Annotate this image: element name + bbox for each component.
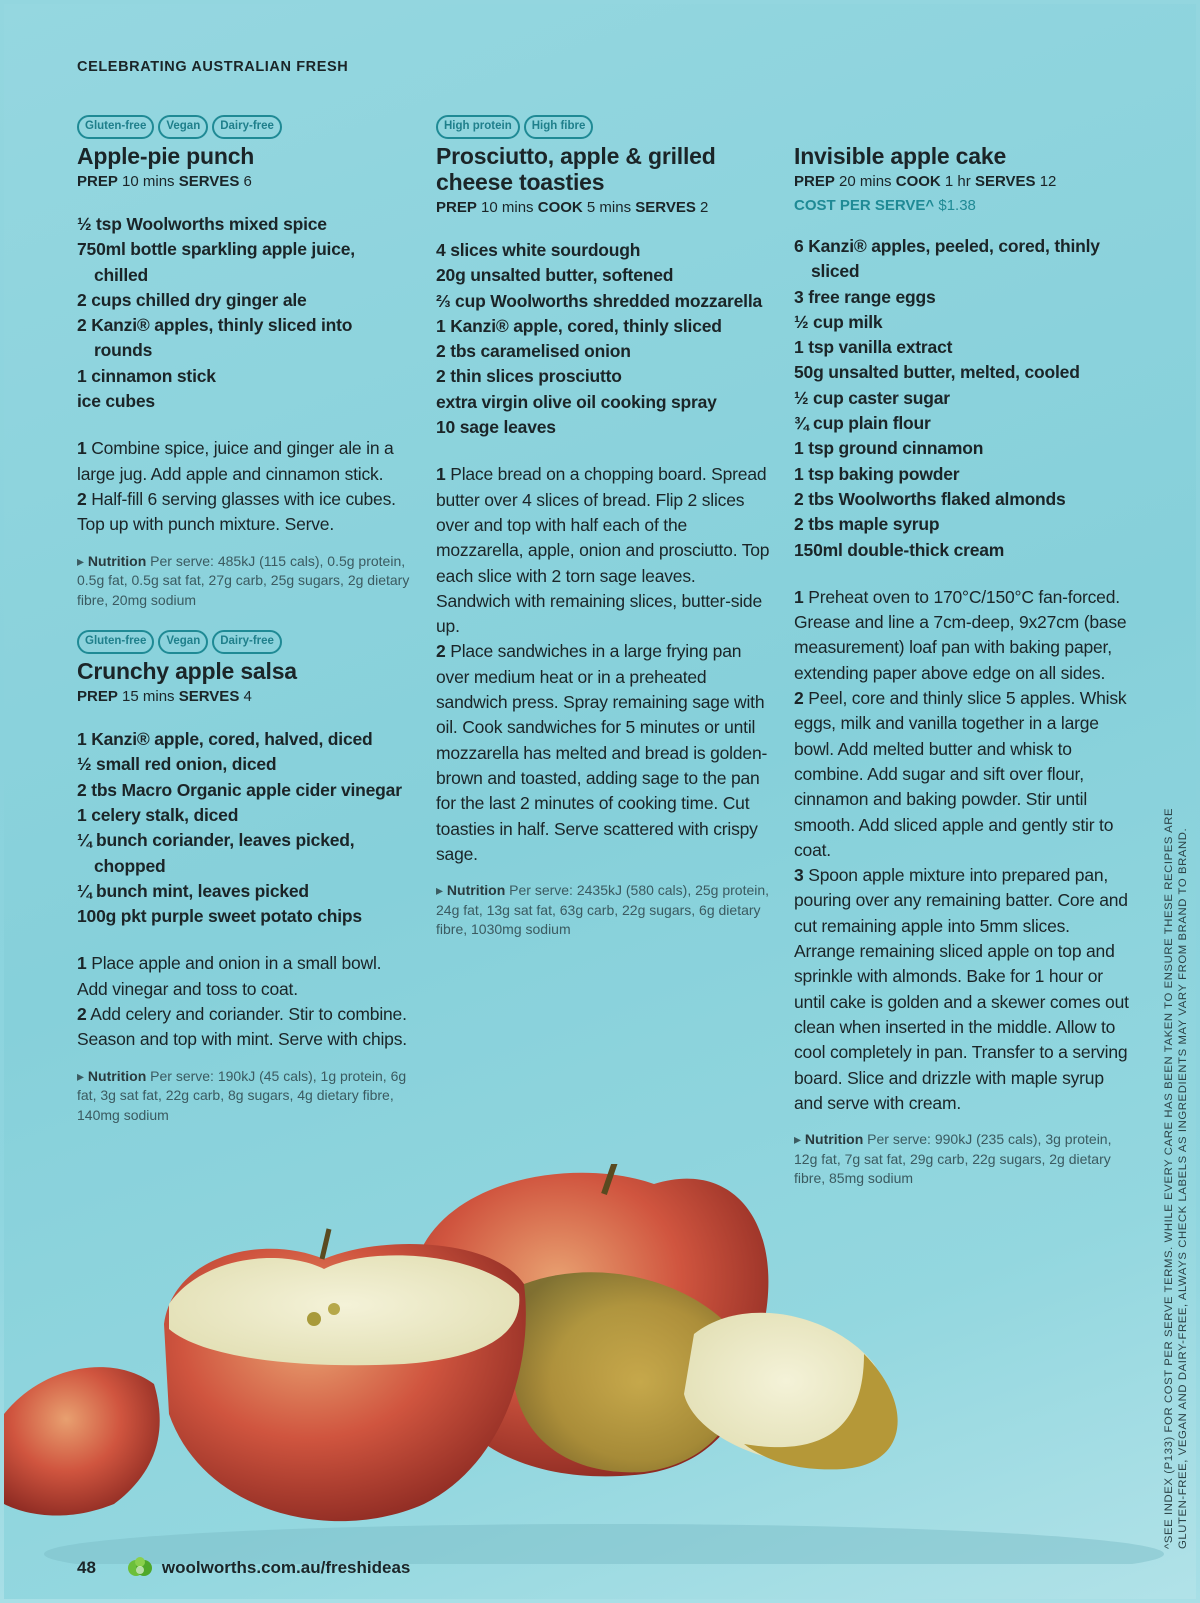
ingredient: 100g pkt purple sweet potato chips bbox=[77, 906, 362, 927]
ingredient: 50g unsalted butter, melted, cooled bbox=[794, 362, 1080, 383]
method-step: 2 Add celery and coriander. Stir to combine. Season and top with mint. Serve with chips. bbox=[77, 1004, 407, 1050]
ingredient: 1 Kanzi® apple, cored, thinly sliced bbox=[436, 315, 722, 336]
column-right bbox=[794, 143, 1129, 1189]
ingredient-list bbox=[77, 212, 412, 414]
tag-vegan: Vegan bbox=[158, 630, 208, 654]
method bbox=[77, 436, 412, 537]
page-footer bbox=[77, 1556, 410, 1580]
ingredient: 6 Kanzi® apples, peeled, cored, thinly sliced bbox=[794, 236, 1100, 282]
tag-gluten-free: Gluten-free bbox=[77, 115, 154, 139]
recipe-title: Prosciutto, apple & grilled cheese toasties bbox=[436, 143, 716, 195]
apples-photo bbox=[4, 1164, 1196, 1564]
cost-per-serve: COST PER SERVE^ $1.38 bbox=[794, 197, 976, 214]
recipe-title: Apple-pie punch bbox=[77, 143, 255, 169]
recipe-title: Crunchy apple salsa bbox=[77, 658, 297, 685]
diet-tags bbox=[436, 115, 771, 139]
triangle-bullet-icon: ▸ bbox=[794, 1131, 802, 1148]
ingredient-list bbox=[436, 238, 771, 440]
ingredient: 10 sage leaves bbox=[436, 417, 556, 438]
magazine-page bbox=[4, 4, 1196, 1599]
ingredient: ½ small red onion, diced bbox=[77, 754, 277, 775]
diet-tags bbox=[77, 630, 412, 654]
ingredient: 1 celery stalk, diced bbox=[77, 804, 239, 825]
ingredient: ¼ bunch mint, leaves picked bbox=[77, 880, 309, 901]
triangle-bullet-icon: ▸ bbox=[77, 552, 85, 569]
recipe-apple-pie-punch bbox=[77, 115, 412, 610]
ingredient: 1 Kanzi® apple, cored, halved, diced bbox=[77, 729, 373, 750]
tag-high-fibre: High fibre bbox=[524, 115, 594, 139]
tag-gluten-free: Gluten-free bbox=[77, 630, 154, 654]
method-step: 1 Combine spice, juice and ginger ale in a large jug. Add apple and cinnamon stick. bbox=[77, 438, 394, 484]
ingredient: 2 tbs Woolworths flaked almonds bbox=[794, 488, 1066, 509]
recipe-meta bbox=[77, 172, 412, 192]
ingredient: 750ml bottle sparkling apple juice, chilled bbox=[77, 239, 355, 285]
tag-dairy-free: Dairy-free bbox=[212, 115, 282, 139]
method-step: 2 Half-fill 6 serving glasses with ice cubes. Top up with punch mixture. Serve. bbox=[77, 488, 396, 535]
ingredient: 2 tbs caramelised onion bbox=[436, 341, 631, 362]
ingredient: ½ tsp Woolworths mixed spice bbox=[77, 214, 327, 234]
ingredient: ¾ cup plain flour bbox=[794, 413, 931, 434]
method-step: 2 Place sandwiches in a large frying pan over medium heat or in a preheated sandwich press. Spray remaining sage with oil. Cook sandwiches for 5 minutes or until mozzarella has melted and bread is golden-brown and toasted, adding sage to the pan for the last 2 minutes of cooking time. Cut toasties in half. Serve scattered with crispy sage. bbox=[436, 641, 768, 864]
recipe-prosciutto-toasties bbox=[436, 115, 771, 940]
ingredient: extra virgin olive oil cooking spray bbox=[436, 391, 717, 412]
ingredient: ¼ bunch coriander, leaves picked, chopped bbox=[77, 830, 355, 876]
column-left bbox=[77, 115, 412, 1125]
serves-value: 6 bbox=[243, 173, 252, 190]
nutrition-info: ▸ Nutrition Per serve: 190kJ (45 cals), 1g protein, 6g fat, 3g sat fat, 22g carb, 8g sugars, 4g dietary fibre, 140mg sodium bbox=[77, 1067, 407, 1123]
ingredient: 1 tsp vanilla extract bbox=[794, 337, 953, 358]
method-step: 1 Preheat oven to 170°C/150°C fan-forced. Grease and line a 7cm-deep, 9x27cm (base measurement) loaf pan with baking paper, extending paper above edge on all sides. bbox=[794, 586, 1127, 683]
disclaimer-line: GLUTEN-FREE, VEGAN AND DAIRY-FREE, ALWAYS CHECK LABELS AS INGREDIENTS MAY VARY FROM BRAND TO BRAND. bbox=[1177, 827, 1189, 1549]
page-number: 48 bbox=[77, 1558, 96, 1577]
method-step: 2 Peel, core and thinly slice 5 apples. Whisk eggs, milk and vanilla together in a large bowl. Add melted butter and whisk to combine. Add sugar and sift over flour, cinnamon and baking powder. Stir until smooth. Add sliced apple and gently stir to coat. bbox=[794, 688, 1127, 860]
recipe-meta: PREP 20 mins COOK 1 hr SERVES 12 bbox=[794, 173, 1057, 190]
woolworths-logo-icon bbox=[126, 1556, 154, 1580]
ingredient: 2 cups chilled dry ginger ale bbox=[77, 289, 307, 310]
column-middle bbox=[436, 115, 771, 940]
ingredient: 2 Kanzi® apples, thinly sliced into rounds bbox=[77, 315, 353, 361]
tag-high-protein: High protein bbox=[436, 115, 520, 139]
method bbox=[436, 462, 771, 867]
website-url[interactable]: woolworths.com.au/freshideas bbox=[161, 1558, 411, 1577]
recipe-title: Invisible apple cake bbox=[794, 143, 1007, 169]
ingredient: 3 free range eggs bbox=[794, 286, 936, 307]
triangle-bullet-icon: ▸ bbox=[436, 882, 444, 899]
method bbox=[77, 951, 412, 1052]
recipe-invisible-apple-cake bbox=[794, 143, 1129, 1189]
side-disclaimer bbox=[1162, 749, 1190, 1549]
method bbox=[794, 585, 1129, 1116]
recipe-crunchy-apple-salsa bbox=[77, 630, 412, 1125]
disclaimer-line: ^SEE INDEX (P133) FOR COST PER SERVE TERMS. WHILE EVERY CARE HAS BEEN TAKEN TO ENSURE THESE RECIPES ARE bbox=[1163, 807, 1175, 1549]
diet-tags bbox=[77, 115, 412, 139]
nutrition-info: ▸ Nutrition Per serve: 2435kJ (580 cals), 25g protein, 24g fat, 13g sat fat, 63g carb, 22g sugars, 6g dietary fibre, 1030mg sodium bbox=[436, 882, 770, 938]
ingredient: ½ cup milk bbox=[794, 311, 883, 332]
ingredient: 4 slices white sourdough bbox=[436, 240, 641, 260]
triangle-bullet-icon: ▸ bbox=[77, 1067, 85, 1084]
tag-vegan: Vegan bbox=[158, 115, 208, 139]
nutrition-info: ▸ Nutrition Per serve: 485kJ (115 cals), 0.5g protein, 0.5g fat, 0.5g sat fat, 27g carb, 25g sugars, 2g dietary fibre, 20mg sodium bbox=[77, 552, 410, 608]
website-link[interactable] bbox=[126, 1556, 410, 1580]
ingredient: 20g unsalted butter, softened bbox=[436, 265, 674, 286]
ingredient: 1 tsp ground cinnamon bbox=[794, 438, 984, 459]
ingredient: 2 tbs Macro Organic apple cider vinegar bbox=[77, 779, 402, 800]
nutrition-info: ▸ Nutrition Per serve: 990kJ (235 cals), 3g protein, 12g fat, 7g sat fat, 29g carb, 22g sugars, 2g dietary fibre, 85mg sodium bbox=[794, 1131, 1112, 1187]
method-step: 1 Place bread on a chopping board. Spread butter over 4 slices of bread. Flip 2 slices over and top with half each of the mozzarella, apple, onion and prosciutto. Top each slice with 2 torn sage leaves. Sandwich with remaining slices, butter-side up. bbox=[436, 464, 770, 637]
ingredient: ½ cup caster sugar bbox=[794, 387, 950, 408]
recipe-meta: PREP 10 mins COOK 5 mins SERVES 2 bbox=[436, 199, 709, 216]
prep-value: 10 mins bbox=[122, 173, 175, 190]
prep-label: PREP bbox=[77, 173, 118, 190]
ingredient: 2 tbs maple syrup bbox=[794, 514, 940, 535]
section-kicker: CELEBRATING AUSTRALIAN FRESH bbox=[77, 59, 349, 75]
ingredient-list bbox=[77, 727, 412, 929]
recipe-meta: PREP 15 mins SERVES 4 bbox=[77, 688, 252, 706]
ingredient: 1 tsp baking powder bbox=[794, 463, 960, 484]
method-step: 1 Place apple and onion in a small bowl. Add vinegar and toss to coat. bbox=[77, 953, 382, 999]
ingredient: 1 cinnamon stick bbox=[77, 365, 216, 386]
ingredient: ice cubes bbox=[77, 391, 155, 412]
ingredient: ⅔ cup Woolworths shredded mozzarella bbox=[436, 290, 763, 311]
ingredient-list bbox=[794, 234, 1129, 563]
serves-label: SERVES bbox=[178, 173, 240, 190]
ingredient: 150ml double-thick cream bbox=[794, 539, 1005, 560]
ingredient: 2 thin slices prosciutto bbox=[436, 366, 622, 387]
tag-dairy-free: Dairy-free bbox=[212, 630, 282, 654]
method-step: 3 Spoon apple mixture into prepared pan, pouring over any remaining batter. Core and cut remaining apple into 5mm slices. Arrange remaining sliced apple on top and sprinkle with almonds. Bake for 1 hour or until cake is golden and a skewer comes out clean when inserted in the middle. Allow to cool completely in pan. Transfer to a serving board. Slice and drizzle with maple syrup and serve with cream. bbox=[794, 865, 1129, 1113]
